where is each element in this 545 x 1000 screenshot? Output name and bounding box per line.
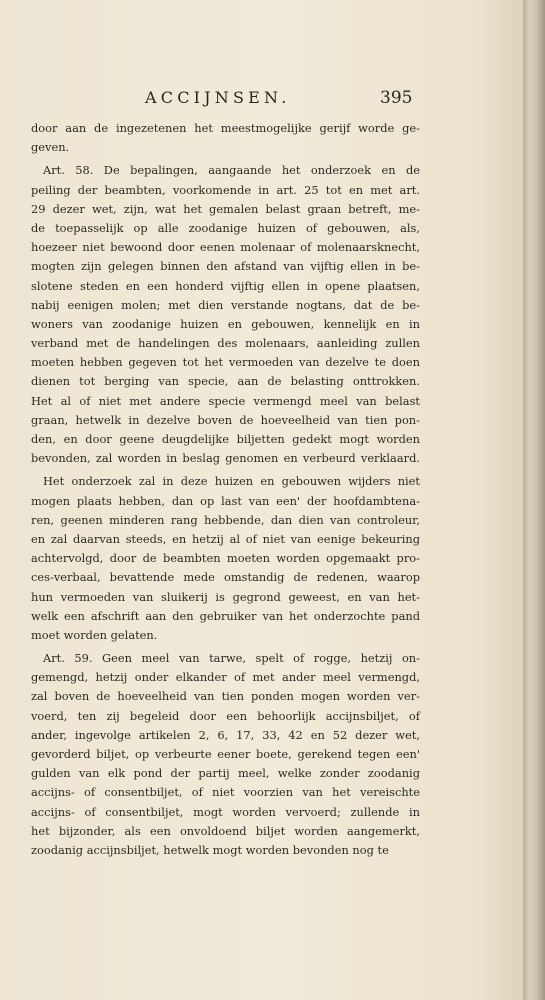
- page-number: 395: [380, 88, 413, 108]
- text-line: dienen tot berging van specie, aan de belasting onttrokken.: [31, 374, 420, 389]
- text-line: ren, geenen minderen rang hebbende, dan dien van controleur,: [31, 512, 420, 527]
- text-line: het bijzonder, als een onvoldoend biljet worden aangemerkt,: [31, 823, 420, 838]
- text-line: moeten hebben gegeven tot het vermoeden van dezelve te doen: [31, 355, 420, 370]
- binding-edge: [523, 0, 545, 1000]
- text-line: verband met de handelingen des molenaars, aanleiding zullen: [31, 336, 420, 351]
- text-line: zoodanig accijnsbiljet, hetwelk mogt worden bevonden nog te: [31, 842, 389, 857]
- text-line: gevorderd biljet, op verbeurte eener boete, gerekend tegen een': [31, 747, 420, 761]
- text-line: accijns- of consentbiljet, of niet voorzien van het vereischte: [31, 785, 420, 800]
- text-line: Het onderzoek zal in deze huizen en gebouwen wijders niet: [43, 474, 420, 489]
- text-line: hoezeer niet bewoond door eenen molenaar of molenaarsknecht,: [31, 240, 420, 255]
- text-line: geven.: [31, 140, 70, 155]
- text-line: achtervolgd, door de beambten moeten worden opgemaakt pro-: [31, 551, 420, 566]
- text-line: welk een afschrift aan den gebruiker van het onderzochte pand: [31, 608, 420, 623]
- text-line: graan, hetwelk in dezelve boven de hoeveelheid van tien pon-: [31, 412, 420, 427]
- article-59-heading-line: Art. 59. Geen meel van tarwe, spelt of rogge, hetzij on-: [43, 651, 420, 666]
- text-line: hun vermoeden van sluikerij is gegrond geweest, en van het-: [31, 589, 420, 604]
- text-line: door aan de ingezetenen het meestmogelijke gerijf worde ge-: [31, 121, 420, 135]
- running-head: [0, 88, 523, 112]
- text-line: ces-verbaal, bevattende mede omstandig de redenen, waarop: [31, 570, 420, 585]
- text-line: woners van zoodanige huizen en gebouwen, kennelijk en in: [31, 316, 420, 331]
- text-line: voerd, ten zij begeleid door een behoorlijk accijnsbiljet, of: [31, 708, 420, 723]
- text-line: peiling der beambten, voorkomende in art. 25 tot en met art.: [31, 182, 420, 197]
- running-head-title: ACCIJNSEN.: [145, 88, 291, 107]
- text-line: de toepasselijk op alle zoodanige huizen of gebouwen, als,: [31, 220, 420, 235]
- text-line: accijns- of consentbiljet, mogt worden vervoerd; zullende in: [31, 804, 420, 819]
- text-line: den, en door geene deugdelijke biljetten gedekt mogt worden: [31, 432, 420, 446]
- text-line: ander, ingevolge artikelen 2, 6, 17, 33, 42 en 52 dezer wet,: [31, 727, 420, 742]
- body-text: [31, 119, 420, 860]
- text-line: mogen plaats hebben, dan op last van een' der hoofdambtena-: [31, 493, 420, 508]
- text-line: en zal daarvan steeds, en hetzij al of niet van eenige bekeuring: [31, 531, 420, 546]
- text-line: slotene steden en een honderd vijftig ellen in opene plaatsen,: [31, 278, 420, 293]
- text-line: bevonden, zal worden in beslag genomen en verbeurd verklaard.: [31, 451, 420, 466]
- text-line: zal boven de hoeveelheid van tien ponden mogen worden ver-: [31, 689, 420, 704]
- text-line: mogten zijn gelegen binnen den afstand van vijftig ellen in be-: [31, 259, 420, 274]
- text-line: gemengd, hetzij onder elkander of met ander meel vermengd,: [31, 670, 420, 685]
- text-line: nabij eenigen molen; met dien verstande nogtans, dat de be-: [31, 297, 420, 312]
- text-line: moet worden gelaten.: [31, 627, 158, 642]
- text-line: gulden van elk pond der partij meel, welke zonder zoodanig: [31, 766, 420, 781]
- text-line: Het al of niet met andere specie vermengd meel van belast: [31, 393, 420, 408]
- article-58-heading-line: Art. 58. De bepalingen, aangaande het onderzoek en de: [43, 163, 420, 178]
- text-line: 29 dezer wet, zijn, wat het gemalen belast graan betreft, me-: [31, 201, 420, 216]
